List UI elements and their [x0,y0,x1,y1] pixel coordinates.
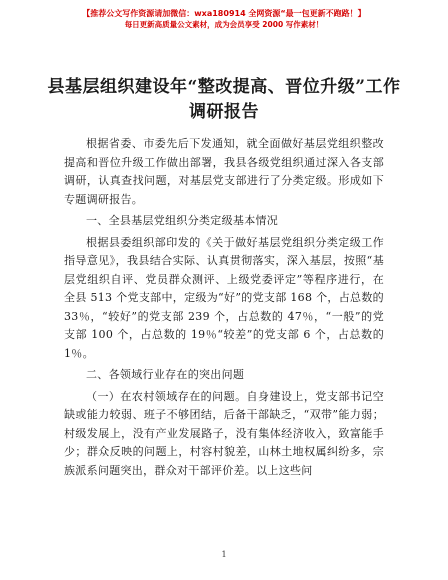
promo-banner-line-1: 【推荐公文写作资源请加微信：wxa180914 全网资源“最一包更新不跑路！】 [82,9,366,18]
section-heading-2: 二、各领域行业存在的突出问题 [86,368,245,381]
promo-banner [0,8,448,30]
document-title: 县基层组织建设年“整改提高、晋位升级”工作调研报告 [47,77,401,122]
paragraph-classification: 根据县委组织部印发的《关于做好基层党组织分类定级工作指导意见》，我县结合实际、认真贯彻落实，深入基层，按照“基层党组织自评、党员群众测评、上级党委评定”等程序进行，在全县 513 个党支部中，定级为“好”的党支部 168 个，占总数的 33％，“较好”的党支部 239 个，占总数的 47％，“一般”的党支部 100 个，占总数的 19％“较差”的党支部 6 个，占总数的 1％。 [64,235,384,360]
section-heading-1: 一、全县基层党组织分类定级基本情况 [86,214,279,227]
paragraph-intro: 根据省委、市委先后下发通知，就全面做好基层党组织整改提高和晋位升级工作做出部署，我县各级党组织通过深入各支部调研，认真查找问题，对基层党支部进行了分类定级。形成如下专题调研报告。 [64,137,384,206]
document-body [64,135,384,483]
page-number: 1 [221,550,227,559]
promo-banner-line-2: 每日更新高质量公文素材，成为会员享受 2000 写作素材！ [124,20,324,29]
paragraph-rural-issues: （一）在农村领域存在的问题。自身建设上，党支部书记空缺或能力较弱、班子不够团结，后备干部缺乏，“双带”能力弱；村级发展上，没有产业发展路子，没有集体经济收入，致富能手少；群众反映的问题上，村容村貌差，山林土地权属纠纷多，宗族派系问题突出，群众对干部评价差。以上这些问 [64,389,384,477]
